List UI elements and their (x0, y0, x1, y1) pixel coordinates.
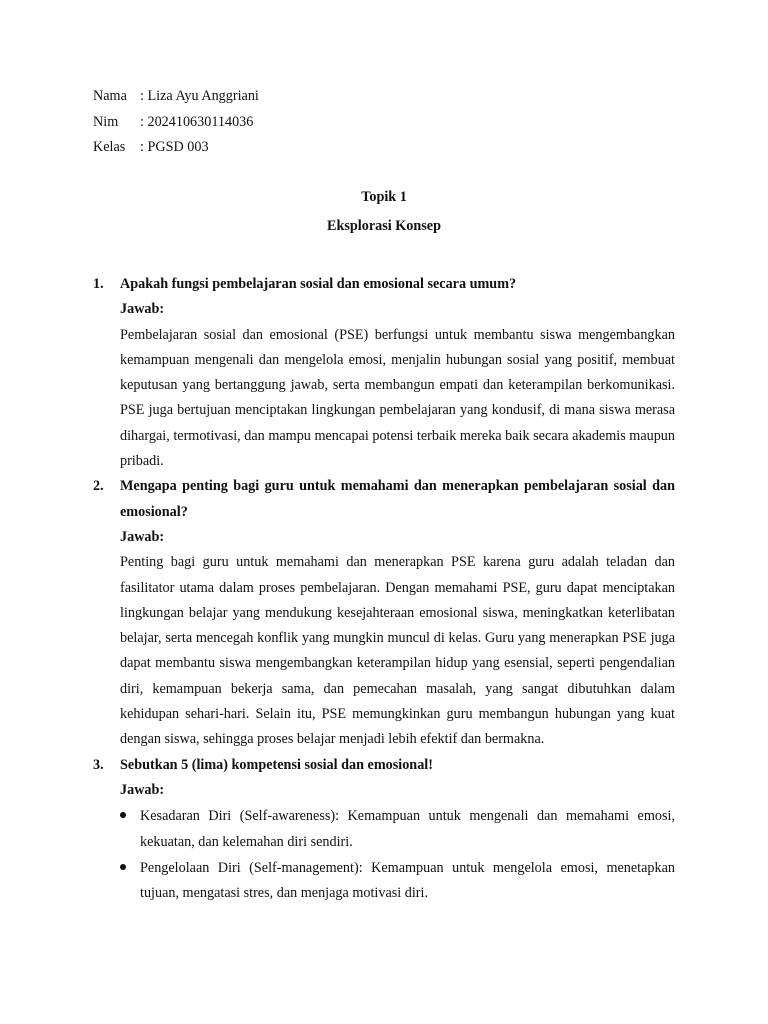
question-item (93, 753, 675, 907)
question-number: 3. (93, 756, 104, 773)
question-number: 2. (93, 478, 104, 495)
question-body (120, 272, 675, 474)
bullet-item (120, 804, 675, 855)
class-label: Kelas (93, 139, 126, 155)
bullet-text: Kesadaran Diri (Self-awareness): Kemampuan untuk mengenali dan memahami emosi, kekuatan, dan kelemahan diri sendiri. (140, 808, 675, 850)
nim-value: : 202410630114036 (140, 113, 254, 130)
answer-label: Jawab: (120, 528, 165, 545)
answer-label: Jawab: (120, 781, 165, 798)
question-text: Sebutkan 5 (lima) kompetensi sosial dan emosional! (120, 756, 433, 773)
nim-label: Nim (93, 113, 119, 130)
answer-text: Penting bagi guru untuk memahami dan menerapkan PSE karena guru adalah teladan dan fasilitator utama dalam proses pembelajaran. Dengan memahami PSE, guru dapat menciptakan lingkungan belajar yang mendukung kesejahteraan emosional siswa, meningkatkan keterlibatan belajar, serta mencegah konflik yang mungkin muncul di kelas. Guru yang menerapkan PSE juga dapat membantu siswa mengembangkan keterampilan hidup yang esensial, seperti pengendalian diri, kemampuan bekerja sama, dan pemecahan masalah, yang sangat dibutuhkan dalam kehidupan sehari-hari. Selain itu, PSE memungkinkan guru membangun hubungan yang kuat dengan siswa, sehingga proses belajar menjadi lebih efektif dan bermakna. (120, 554, 675, 748)
class-value: : PGSD 003 (140, 139, 209, 155)
question-item (93, 272, 675, 474)
question-body (120, 474, 675, 752)
identity-block (93, 86, 259, 163)
name-label: Nama (93, 88, 127, 104)
nim-row (93, 112, 259, 138)
question-item (93, 474, 675, 752)
name-value: : Liza Ayu Anggriani (140, 88, 259, 104)
question-text: Mengapa penting bagi guru untuk memahami dan menerapkan pembelajaran sosial dan emosional? (120, 478, 675, 520)
bullet-item (120, 856, 675, 907)
bullet-icon (120, 804, 140, 855)
subtitle-heading: Eksplorasi Konsep (327, 218, 441, 234)
name-row (93, 86, 259, 112)
answer-label: Jawab: (120, 301, 165, 318)
question-list (93, 272, 675, 906)
answer-text: Pembelajaran sosial dan emosional (PSE) berfungsi untuk membantu siswa mengembangkan kemampuan mengenali dan mengelola emosi, menjalin hubungan sosial yang positif, membuat keputusan yang bertanggung jawab, serta membangun empati dan keterampilan berkomunikasi. PSE juga bertujuan menciptakan lingkungan pembelajaran yang kondusif, di mana siswa merasa dihargai, termotivasi, dan mampu mencapai potensi terbaik mereka baik secara akademis maupun pribadi. (120, 326, 675, 470)
question-text: Apakah fungsi pembelajaran sosial dan emosional secara umum? (120, 276, 517, 292)
class-row (93, 137, 259, 163)
question-number: 1. (93, 276, 104, 292)
bullet-text: Pengelolaan Diri (Self-management): Kemampuan untuk mengelola emosi, menetapkan tujuan, mengatasi stres, dan menjaga motivasi diri. (140, 859, 675, 902)
question-body (120, 753, 675, 907)
bullet-icon (120, 856, 140, 907)
topic-heading: Topik 1 (361, 189, 407, 205)
